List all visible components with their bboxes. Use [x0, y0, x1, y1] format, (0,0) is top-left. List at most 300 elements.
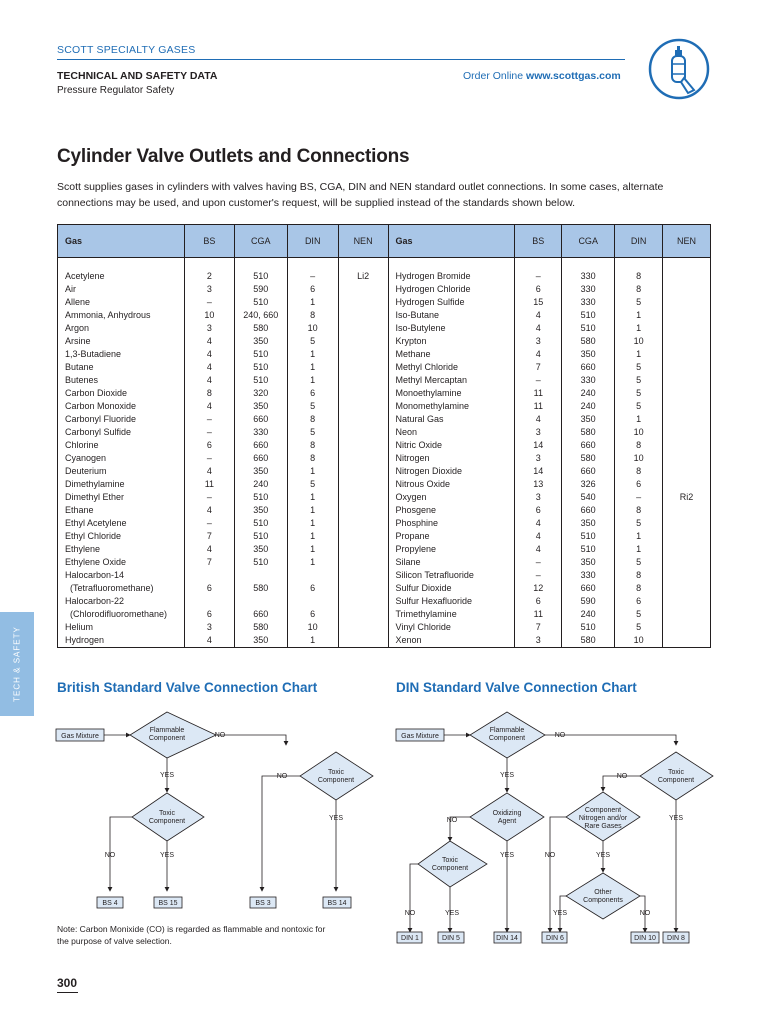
- table-cell: Argon: [58, 322, 185, 335]
- din-toxic-right-label-1: Toxic: [668, 769, 684, 776]
- table-cell: Butenes: [58, 374, 185, 387]
- table-cell: 10: [615, 634, 663, 648]
- table-cell: [338, 491, 388, 504]
- table-row: [58, 413, 711, 426]
- table-cell: [338, 283, 388, 296]
- table-cell: [338, 296, 388, 309]
- table-cell: 10: [287, 621, 338, 634]
- table-cell: 660: [562, 465, 615, 478]
- table-cell: 330: [562, 283, 615, 296]
- table-cell: 11: [515, 608, 562, 621]
- table-cell: Phosphine: [388, 517, 515, 530]
- table-row: [58, 439, 711, 452]
- table-cell: 1: [287, 491, 338, 504]
- table-cell: Carbon Monoxide: [58, 400, 185, 413]
- table-row: [58, 491, 711, 504]
- table-cell: Acetylene: [58, 270, 185, 283]
- table-cell: 4: [184, 361, 234, 374]
- table-cell: 660: [234, 452, 287, 465]
- table-cell: 4: [515, 309, 562, 322]
- table-cell: 4: [515, 543, 562, 556]
- table-cell: [663, 543, 711, 556]
- table-cell: 350: [562, 413, 615, 426]
- table-cell: Hydrogen Chloride: [388, 283, 515, 296]
- table-cell: Chlorine: [58, 439, 185, 452]
- table-cell: 8: [615, 569, 663, 582]
- table-cell: 11: [184, 478, 234, 491]
- table-cell: [663, 530, 711, 543]
- din-yes-label: YES: [668, 815, 684, 822]
- table-cell: [663, 296, 711, 309]
- table-cell: [338, 465, 388, 478]
- table-cell: 326: [562, 478, 615, 491]
- table-cell: 6: [184, 582, 234, 595]
- table-cell: 7: [515, 361, 562, 374]
- table-cell: Hydrogen: [58, 634, 185, 648]
- table-cell: 4: [184, 400, 234, 413]
- din-result-6: DIN 8: [667, 935, 685, 942]
- table-cell: 11: [515, 387, 562, 400]
- table-cell: Ammonia, Anhydrous: [58, 309, 185, 322]
- table-cell: 4: [515, 530, 562, 543]
- table-cell: 1: [287, 465, 338, 478]
- table-cell: 1: [287, 634, 338, 648]
- order-online[interactable]: [463, 70, 621, 82]
- table-cell: 1: [287, 348, 338, 361]
- table-cell: 8: [287, 309, 338, 322]
- bs-flowchart: [50, 700, 380, 915]
- table-row: [58, 465, 711, 478]
- table-header-row: [58, 225, 711, 258]
- order-link[interactable]: www.scottgas.com: [526, 70, 621, 82]
- table-row: [58, 322, 711, 335]
- table-cell: 5: [615, 517, 663, 530]
- table-cell: 330: [562, 270, 615, 283]
- table-cell: 350: [234, 335, 287, 348]
- table-cell: –: [184, 452, 234, 465]
- table-cell: [338, 478, 388, 491]
- side-tab-label: TECH & SAFETY: [12, 626, 22, 702]
- table-cell: 7: [184, 556, 234, 569]
- gas-cylinder-logo-icon: [648, 38, 710, 100]
- table-cell: 5: [287, 426, 338, 439]
- page-number-rule: [57, 992, 78, 993]
- table-cell: –: [184, 426, 234, 439]
- table-row: [58, 608, 711, 621]
- table-cell: –: [515, 374, 562, 387]
- table-cell: –: [184, 413, 234, 426]
- bs-toxic1-label-2: Component: [148, 818, 186, 825]
- table-cell: [184, 595, 234, 608]
- table-cell: [287, 569, 338, 582]
- table-cell: 4: [184, 543, 234, 556]
- table-cell: Neon: [388, 426, 515, 439]
- table-cell: 580: [562, 335, 615, 348]
- table-cell: –: [184, 491, 234, 504]
- table-cell: 11: [515, 400, 562, 413]
- table-cell: 4: [184, 335, 234, 348]
- column-header: Gas: [58, 225, 185, 258]
- table-cell: [338, 543, 388, 556]
- table-cell: Ethylene Oxide: [58, 556, 185, 569]
- table-cell: 510: [234, 374, 287, 387]
- table-cell: Li2: [338, 270, 388, 283]
- table-cell: 350: [234, 543, 287, 556]
- table-cell: Vinyl Chloride: [388, 621, 515, 634]
- table-row: [58, 426, 711, 439]
- table-cell: 7: [515, 621, 562, 634]
- table-cell: Methyl Mercaptan: [388, 374, 515, 387]
- table-cell: [663, 634, 711, 648]
- table-cell: 350: [562, 348, 615, 361]
- din-nitrogen-label-3: Rare Gases: [584, 823, 622, 830]
- table-cell: Allene: [58, 296, 185, 309]
- table-cell: 10: [287, 322, 338, 335]
- table-cell: 510: [234, 517, 287, 530]
- table-cell: –: [287, 270, 338, 283]
- table-cell: Deuterium: [58, 465, 185, 478]
- table-cell: 350: [234, 634, 287, 648]
- table-row: [58, 309, 711, 322]
- bs-result-2: BS 15: [158, 900, 178, 907]
- table-cell: [338, 413, 388, 426]
- order-label: Order Online: [463, 70, 524, 82]
- column-header: CGA: [234, 225, 287, 258]
- side-tab: [0, 612, 34, 716]
- table-cell: [663, 374, 711, 387]
- table-cell: 580: [562, 426, 615, 439]
- table-cell: 510: [234, 556, 287, 569]
- table-cell: –: [184, 517, 234, 530]
- brand-name: SCOTT SPECIALTY GASES: [57, 44, 196, 56]
- table-cell: Sulfur Dioxide: [388, 582, 515, 595]
- table-cell: 580: [234, 621, 287, 634]
- table-cell: 1: [615, 348, 663, 361]
- table-cell: 8: [615, 582, 663, 595]
- table-cell: Ethyl Chloride: [58, 530, 185, 543]
- table-cell: Propylene: [388, 543, 515, 556]
- table-cell: [663, 283, 711, 296]
- table-cell: Phosgene: [388, 504, 515, 517]
- table-row: [58, 504, 711, 517]
- table-cell: [663, 335, 711, 348]
- bs-result-3: BS 3: [255, 900, 271, 907]
- din-oxidizing-label-1: Oxidizing: [492, 810, 522, 817]
- table-cell: 8: [615, 283, 663, 296]
- column-header: DIN: [287, 225, 338, 258]
- table-cell: 510: [562, 530, 615, 543]
- table-cell: 660: [234, 608, 287, 621]
- din-nitrogen-label-2: Nitrogen and/or: [578, 815, 628, 822]
- table-cell: 350: [234, 400, 287, 413]
- table-cell: [338, 374, 388, 387]
- table-cell: 1: [287, 517, 338, 530]
- column-header: BS: [515, 225, 562, 258]
- table-cell: 10: [615, 335, 663, 348]
- table-cell: 8: [615, 439, 663, 452]
- table-cell: Monoethylamine: [388, 387, 515, 400]
- table-cell: 3: [515, 491, 562, 504]
- table-cell: [338, 504, 388, 517]
- table-cell: [663, 270, 711, 283]
- din-no-label: NO: [404, 910, 416, 917]
- table-cell: 3: [184, 322, 234, 335]
- table-cell: –: [515, 270, 562, 283]
- table-cell: 330: [562, 374, 615, 387]
- table-cell: 6: [287, 608, 338, 621]
- table-cell: Hydrogen Sulfide: [388, 296, 515, 309]
- din-result-1: DIN 1: [401, 935, 419, 942]
- section-title: TECHNICAL AND SAFETY DATA: [57, 70, 218, 82]
- table-cell: 10: [615, 426, 663, 439]
- din-yes-label: YES: [552, 910, 568, 917]
- footnote: Note: Carbon Monixide (CO) is regarded as flammable and nontoxic for the purpose of valve selection.: [57, 924, 326, 946]
- table-cell: –: [515, 569, 562, 582]
- table-cell: 660: [562, 361, 615, 374]
- section-subtitle: Pressure Regulator Safety: [57, 85, 175, 96]
- table-cell: 330: [562, 569, 615, 582]
- table-cell: (Chlorodifluoromethane): [58, 608, 185, 621]
- table-cell: Monomethylamine: [388, 400, 515, 413]
- table-cell: 580: [562, 634, 615, 648]
- table-cell: 1: [287, 374, 338, 387]
- table-cell: [338, 426, 388, 439]
- table-cell: Carbonyl Fluoride: [58, 413, 185, 426]
- table-cell: 660: [562, 439, 615, 452]
- table-cell: 1: [615, 413, 663, 426]
- table-cell: [663, 621, 711, 634]
- table-row: [58, 283, 711, 296]
- table-row: [58, 582, 711, 595]
- table-cell: Silicon Tetrafluoride: [388, 569, 515, 582]
- table-cell: 1,3-Butadiene: [58, 348, 185, 361]
- bs-yes-label: YES: [328, 815, 344, 822]
- table-cell: 5: [615, 374, 663, 387]
- table-cell: 1: [287, 530, 338, 543]
- bs-yes-label: YES: [159, 772, 175, 779]
- bs-start-label: Gas Mixture: [61, 733, 99, 740]
- table-cell: 6: [287, 582, 338, 595]
- table-cell: 510: [562, 309, 615, 322]
- table-cell: Ethylene: [58, 543, 185, 556]
- table-cell: 3: [184, 283, 234, 296]
- table-cell: 510: [234, 296, 287, 309]
- table-cell: Dimethyl Ether: [58, 491, 185, 504]
- table-cell: [338, 361, 388, 374]
- table-cell: 4: [184, 504, 234, 517]
- table-cell: Nitric Oxide: [388, 439, 515, 452]
- table-cell: 3: [515, 426, 562, 439]
- table-cell: [338, 569, 388, 582]
- table-row: [58, 270, 711, 283]
- din-yes-label: YES: [444, 910, 460, 917]
- page-title: Cylinder Valve Outlets and Connections: [57, 146, 410, 167]
- table-cell: –: [515, 556, 562, 569]
- bs-toxic2-label-1: Toxic: [328, 769, 344, 776]
- table-cell: 1: [287, 361, 338, 374]
- table-cell: Krypton: [388, 335, 515, 348]
- table-cell: Helium: [58, 621, 185, 634]
- column-header: Gas: [388, 225, 515, 258]
- table-cell: 4: [184, 634, 234, 648]
- table-cell: 350: [234, 465, 287, 478]
- table-cell: [663, 309, 711, 322]
- table-row: [58, 478, 711, 491]
- table-cell: [338, 387, 388, 400]
- bs-toxic1-label-1: Toxic: [159, 810, 175, 817]
- table-cell: 6: [515, 283, 562, 296]
- table-cell: Oxygen: [388, 491, 515, 504]
- table-cell: 6: [515, 595, 562, 608]
- table-cell: 1: [287, 556, 338, 569]
- table-cell: 510: [234, 491, 287, 504]
- table-cell: [663, 478, 711, 491]
- table-cell: [287, 595, 338, 608]
- table-cell: Dimethylamine: [58, 478, 185, 491]
- column-header: DIN: [615, 225, 663, 258]
- table-cell: Nitrous Oxide: [388, 478, 515, 491]
- table-cell: [663, 387, 711, 400]
- table-cell: 1: [615, 530, 663, 543]
- din-flammable-label-2: Component: [488, 735, 526, 742]
- din-flowchart: [390, 700, 720, 950]
- table-cell: 240: [562, 400, 615, 413]
- table-cell: [338, 452, 388, 465]
- bs-result-4: BS 14: [327, 900, 347, 907]
- table-cell: 1: [615, 322, 663, 335]
- table-cell: 1: [287, 504, 338, 517]
- table-cell: [663, 413, 711, 426]
- table-cell: 4: [515, 413, 562, 426]
- bs-flammable-label-2: Component: [148, 735, 186, 742]
- table-row: [58, 543, 711, 556]
- table-cell: 5: [287, 335, 338, 348]
- table-cell: 510: [234, 348, 287, 361]
- table-cell: 15: [515, 296, 562, 309]
- din-no-label: NO: [544, 852, 556, 859]
- din-yes-label: YES: [499, 772, 515, 779]
- table-row: [58, 569, 711, 582]
- table-cell: 6: [615, 478, 663, 491]
- table-cell: [663, 400, 711, 413]
- table-cell: [234, 595, 287, 608]
- table-cell: 8: [184, 387, 234, 400]
- table-cell: 6: [287, 283, 338, 296]
- table-cell: Iso-Butane: [388, 309, 515, 322]
- din-start-label: Gas Mixture: [401, 733, 439, 740]
- din-toxic-right-label-2: Component: [657, 777, 695, 784]
- table-row: [58, 400, 711, 413]
- table-row: [58, 530, 711, 543]
- table-cell: 8: [615, 465, 663, 478]
- table-cell: [663, 465, 711, 478]
- table-cell: 510: [562, 543, 615, 556]
- bs-chart-title: British Standard Valve Connection Chart: [57, 680, 318, 695]
- table-cell: [338, 582, 388, 595]
- table-cell: –: [615, 491, 663, 504]
- table-cell: (Tetrafluoromethane): [58, 582, 185, 595]
- table-cell: [663, 452, 711, 465]
- table-cell: 8: [615, 270, 663, 283]
- table-cell: Arsine: [58, 335, 185, 348]
- din-other-label-2: Components: [583, 897, 623, 904]
- table-cell: 3: [515, 634, 562, 648]
- din-toxic-left-label-1: Toxic: [442, 857, 458, 864]
- table-cell: [663, 504, 711, 517]
- table-cell: 1: [615, 309, 663, 322]
- table-cell: 14: [515, 439, 562, 452]
- table-cell: 6: [184, 608, 234, 621]
- table-row: [58, 452, 711, 465]
- table-cell: Butane: [58, 361, 185, 374]
- table-cell: Ri2: [663, 491, 711, 504]
- table-cell: 10: [184, 309, 234, 322]
- table-cell: 6: [615, 595, 663, 608]
- table-cell: 5: [615, 621, 663, 634]
- table-cell: 580: [234, 322, 287, 335]
- table-cell: 580: [234, 582, 287, 595]
- table-cell: Methyl Chloride: [388, 361, 515, 374]
- table-cell: 510: [234, 270, 287, 283]
- table-cell: 8: [615, 504, 663, 517]
- table-cell: Hydrogen Bromide: [388, 270, 515, 283]
- table-cell: 350: [562, 556, 615, 569]
- table-row: [58, 296, 711, 309]
- table-cell: [663, 361, 711, 374]
- table-cell: [663, 322, 711, 335]
- bs-yes-label: YES: [159, 852, 175, 859]
- table-cell: Cyanogen: [58, 452, 185, 465]
- table-cell: [663, 426, 711, 439]
- table-cell: 1: [287, 543, 338, 556]
- table-row: [58, 621, 711, 634]
- table-cell: 660: [562, 582, 615, 595]
- page-number: 300: [57, 976, 78, 990]
- table-cell: [338, 322, 388, 335]
- table-cell: Iso-Butylene: [388, 322, 515, 335]
- table-cell: [663, 517, 711, 530]
- table-cell: 4: [515, 517, 562, 530]
- table-cell: 5: [615, 361, 663, 374]
- din-result-5: DIN 10: [634, 935, 656, 942]
- table-cell: 5: [615, 400, 663, 413]
- table-cell: 4: [515, 322, 562, 335]
- intro-paragraph: Scott supplies gases in cylinders with valves having BS, CGA, DIN and NEN standard outlet connections. In some cases, alternate connections may be used, and upon customer's request, will be supplied instead of the standards shown below.: [57, 181, 664, 209]
- table-cell: Sulfur Hexafluoride: [388, 595, 515, 608]
- din-no-label: NO: [639, 910, 651, 917]
- table-cell: Halocarbon-22: [58, 595, 185, 608]
- table-spacer-row: [58, 258, 711, 271]
- table-cell: [338, 634, 388, 648]
- column-header: NEN: [663, 225, 711, 258]
- table-cell: 12: [515, 582, 562, 595]
- din-yes-label: YES: [499, 852, 515, 859]
- table-row: [58, 348, 711, 361]
- table-cell: 660: [234, 413, 287, 426]
- din-other-label-1: Other: [594, 889, 612, 896]
- table-cell: 350: [234, 504, 287, 517]
- table-cell: 510: [562, 322, 615, 335]
- table-cell: Halocarbon-14: [58, 569, 185, 582]
- table-cell: Silane: [388, 556, 515, 569]
- table-cell: Methane: [388, 348, 515, 361]
- valve-connection-table: [57, 224, 711, 648]
- table-cell: 5: [615, 556, 663, 569]
- table-cell: 4: [184, 465, 234, 478]
- table-cell: 580: [562, 452, 615, 465]
- table-row: [58, 517, 711, 530]
- table-cell: [234, 569, 287, 582]
